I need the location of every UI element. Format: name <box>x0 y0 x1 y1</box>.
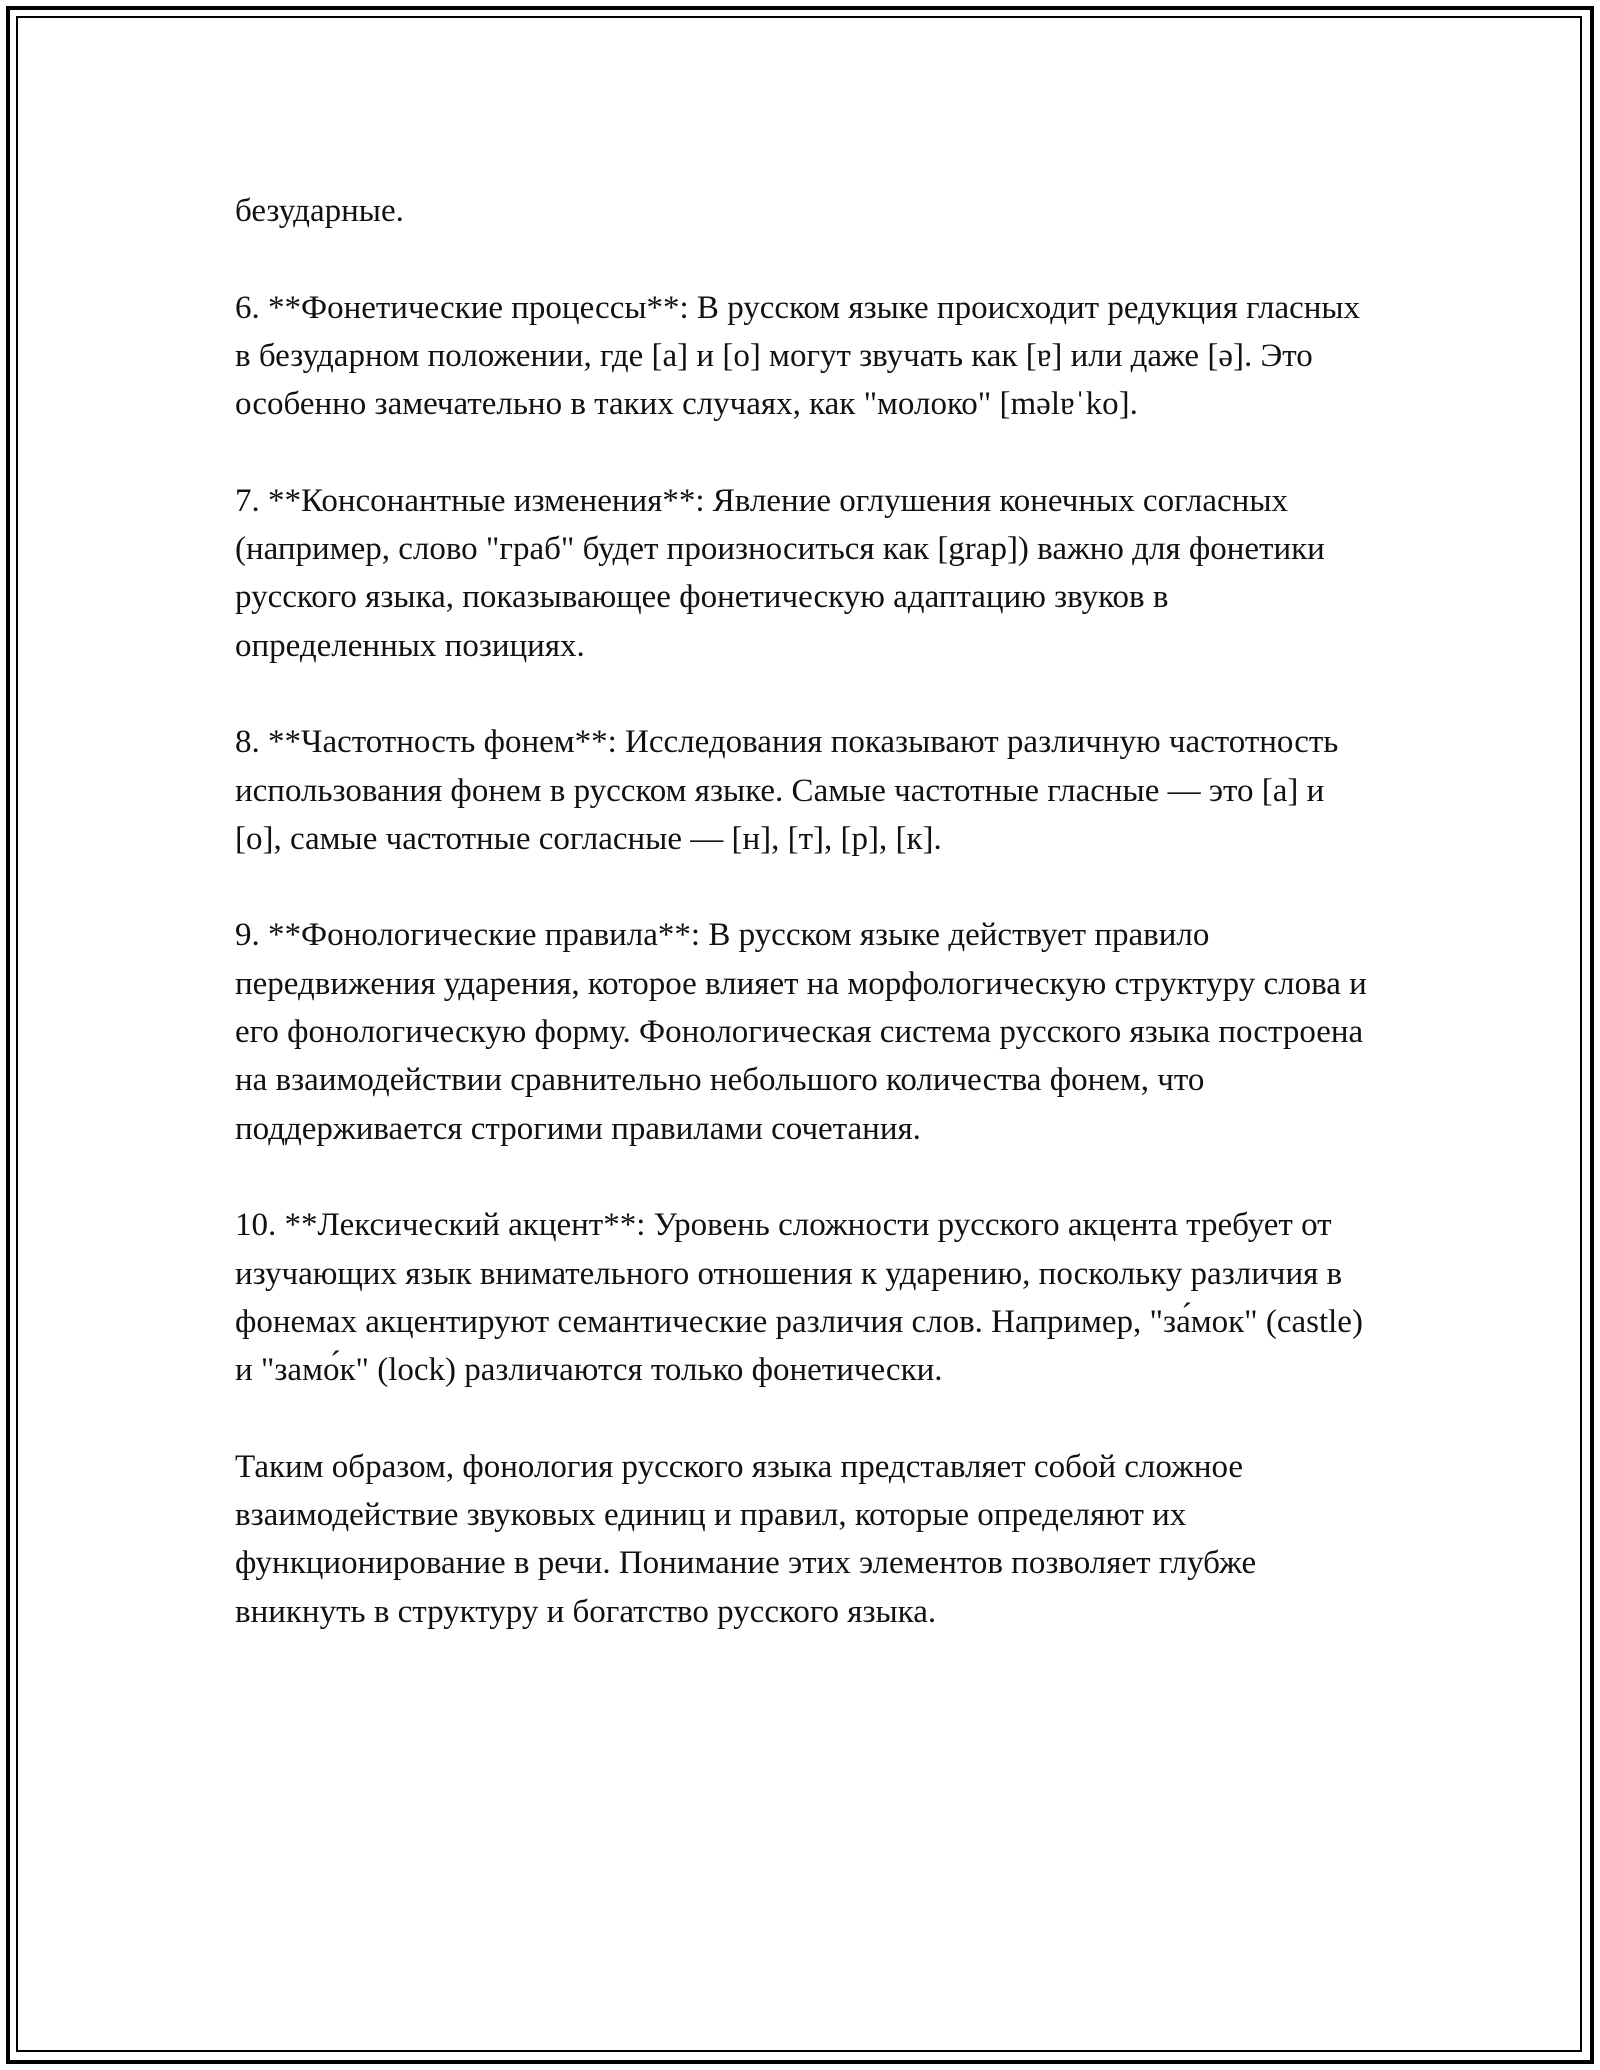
paragraph-phonetic-processes: 6. **Фонетические процессы**: В русском языке происходит редукция гласных в безударном положении, где [a] и [o] могут звучать как [ɐ] или даже [ə]. Это особенно замечательно в таких случаях, как "молоко" [məlɐˈko]. <box>235 289 1361 423</box>
paragraph-phonological-rules: 9. **Фонологические правила**: В русском языке действует правило передвижения ударения, которое влияет на морфологическую структуру слова и его фонологическую форму. Фонологическая система русского языка построена на взаимодействии сравнительно небольшого количества фонем, что поддерживается строгими правилами сочетания. <box>235 917 1367 1147</box>
paragraph-lexical-accent: 10. **Лексический акцент**: Уровень сложности русского акцента требует от изучающих язык внимательного отношения к ударению, поскольку различия в фонемах акцентируют семантические различия слов. Например, "за́мок" (castle) и "замо́к" (lock) различаются только фонетически. <box>235 1207 1363 1389</box>
paragraph-continuation: безударные. <box>235 193 404 229</box>
paragraph-phoneme-frequency: 8. **Частотность фонем**: Исследования показывают различную частотность использования фонем в русском языке. Самые частотные гласные — это [a] и [o], самые частотные согласные — [н], [т], [р], [к]. <box>235 724 1339 857</box>
paragraph-conclusion: Таким образом, фонология русского языка представляет собой сложное взаимодействие звуковых единиц и правил, которые определяют их функционирование в речи. Понимание этих элементов позволяет глубже вникнуть в структуру и богатство русского языка. <box>235 1448 1257 1630</box>
document-body <box>235 187 1375 1684</box>
paragraph-consonant-changes: 7. **Консонантные изменения**: Явление оглушения конечных согласных (например, слово "граб" будет произноситься как [grap]) важно для фонетики русского языка, показывающее фонетическую адаптацию звуков в определенных позициях. <box>235 482 1325 664</box>
